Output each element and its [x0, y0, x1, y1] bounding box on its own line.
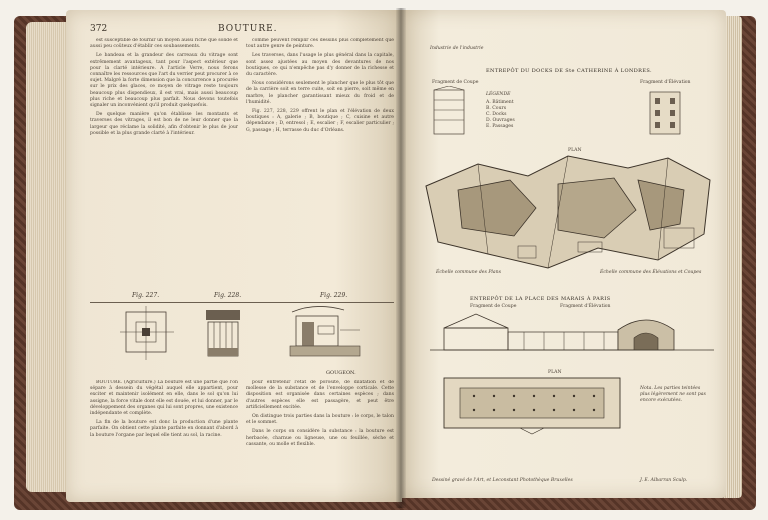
- plate2-plan-label: PLAN: [548, 370, 562, 375]
- plate1-elevation-drawing: [646, 88, 686, 138]
- plate1-legend-title: LÉGENDE: [486, 92, 511, 97]
- paragraph: On distingue trois parties dans la bouture : le corps, le talon et le sommet.: [246, 414, 394, 426]
- paragraph: Le bandeau et la grandeur des carreaux du vitrage sont extrêmement avantageux, tant pour l'aspect extérieur que pour la clarté intérieure. A l'article Verre, nous ferons connaître les ressources que l'art du verrier peut procurer à ce sujet. Malgré la forte dimension que la concurrence a procurée sur le prix des glaces, ce moyen de vitrage reste toujours beaucoup plus dispendieux, il est vrai, mais aussi beaucoup plus riche et beaucoup plus parfait. Nous devons toutefois signaler un inconvénient qu'il produit quelquefois.: [90, 53, 238, 109]
- text-column-3: [90, 380, 238, 500]
- plate1-scale-right: Échelle commune des Élévations et Coupes: [600, 270, 702, 275]
- paragraph: est susceptible de fournir un moyen aussi riche que solide et aussi peu coûteux d'établir ces soubassements.: [90, 38, 238, 50]
- page-number: 372: [90, 24, 108, 34]
- book-gutter: [396, 8, 406, 508]
- text-column-1: [90, 38, 238, 300]
- fig-227-label: Fig. 227.: [132, 292, 160, 299]
- right-page-edges: [724, 16, 742, 498]
- plate1-legend-item: A. Bâtiment: [486, 100, 514, 105]
- plate1-legend-item: C. Docks: [486, 112, 507, 117]
- paragraph: Dans le corps on considère la substance : la bouture est herbacée, charnue ou ligneuse, une ou feuillée, sèche et cassante, ou molle et flexible.: [246, 429, 394, 447]
- plate1-title: ENTREPÔT DU DOCKS DE Ste CATHERINE À LONDRES.: [486, 68, 653, 74]
- fig-229-section-drawing: [286, 302, 366, 370]
- paragraph: BOUTURE. (Agriculture.) La bouture est une partie que l'on sépare à dessein du végétal auquel elle appartient, pour exciter et maintenir isolément en elle, dans le sol qu'on lui assigne, la force vitale dont elle est douée, et lui donner, par le développement des organes qui lui sont propres, une existence indépendante et complète.: [90, 380, 238, 417]
- plate2-plan-drawing: [440, 374, 626, 436]
- plate2-title: ENTREPÔT DE LA PLACE DES MARAIS À PARIS: [470, 296, 611, 302]
- plate2-subtitle-left: Fragment de Coupe: [470, 304, 517, 309]
- plate-footer-left: Dessiné gravé de l'Art, et Leconstant Photothèque Bruxelles: [432, 478, 573, 483]
- plate1-legend-item: D. Ouvrages: [486, 118, 515, 123]
- paragraph: pour entretenir l'état de porosité, de dilatation et de mollesse de la substance et de l'enveloppe corticale. Cette disposition est organisée dans certaines espèces ; dans d'autres espèces elle est passagère, et peut être artificiellement excitée.: [246, 380, 394, 410]
- plate-footer-right: J. E. Albarran Sculp.: [640, 478, 688, 483]
- plate1-legend-item: E. Passages: [486, 124, 514, 129]
- fig-227-plan-drawing: [118, 306, 178, 364]
- fig-228-elevation-drawing: [204, 308, 244, 362]
- plate2-note: Nota. Les parties teintées plus légèrement ne sont pas encore exécutées.: [640, 386, 706, 403]
- plate1-plan-label: PLAN: [568, 148, 582, 153]
- left-page-edges: [26, 22, 70, 492]
- figure-caption: GOUGEON.: [326, 370, 356, 376]
- plate1-subtitle-left: Fragment de Coupe: [432, 80, 479, 85]
- paragraph: De quelque manière qu'on établisse les montants et traverses des vitrages, il est bon de ne leur donner que la largeur que réclame la solidité, afin d'obtenir le plus de jour possible et la plus grande clarté à l'intérieur.: [90, 112, 238, 136]
- plate1-scale-left: Échelle commune des Plans: [436, 270, 501, 275]
- plate1-legend-item: B. Cours: [486, 106, 507, 111]
- plate1-dock-plan: [418, 150, 718, 274]
- plate2-subtitle-right: Fragment d'Élévation: [560, 304, 611, 309]
- corner-note: Industrie de l'industrie: [430, 46, 484, 51]
- paragraph: Nous considérons seulement le plancher que le plus tôt que de la carrière soit en terre cuite, soit en pierre, soit même en marbre, le plancher garantissant mieux du froid et de l'humidité.: [246, 81, 394, 105]
- paragraph: comme peuvent remplir ces dessins plus complètement que tout autre genre de peinture.: [246, 38, 394, 50]
- fig-229-label: Fig. 229.: [320, 292, 348, 299]
- paragraph: La fin de la bouture est donc la production d'une plante parfaite. On obtient cette plante parfaite en donnant d'abord à la bouture l'organe par lequel elle tient au sol, la racine.: [90, 420, 238, 438]
- running-title: BOUTURE.: [218, 24, 278, 34]
- paragraph: Les traverses, dans l'usage le plus général dans la capitale, sont assez ajustées au moyen des devantures de nos boutiques, ce qui n'empêche pas d'y donner de la richesse et du caractère.: [246, 53, 394, 78]
- plate1-subtitle-right: Fragment d'Élévation: [640, 80, 691, 85]
- text-column-2: [246, 38, 394, 300]
- plate2-elevation-drawing: [424, 310, 720, 356]
- plate1-section-drawing: [430, 86, 470, 138]
- fig-228-label: Fig. 228.: [214, 292, 242, 299]
- text-column-4: [246, 380, 394, 500]
- paragraph: Fig. 227, 228, 229 offrent le plan et l'élévation de deux boutiques : A, galerie ; B, boutique ; C, cuisine et autre dépendance ; D, entresol ; E, escalier ; F, escalier particulier ; G, passage ; H, terrasse du duc d'Orléans.: [246, 109, 394, 133]
